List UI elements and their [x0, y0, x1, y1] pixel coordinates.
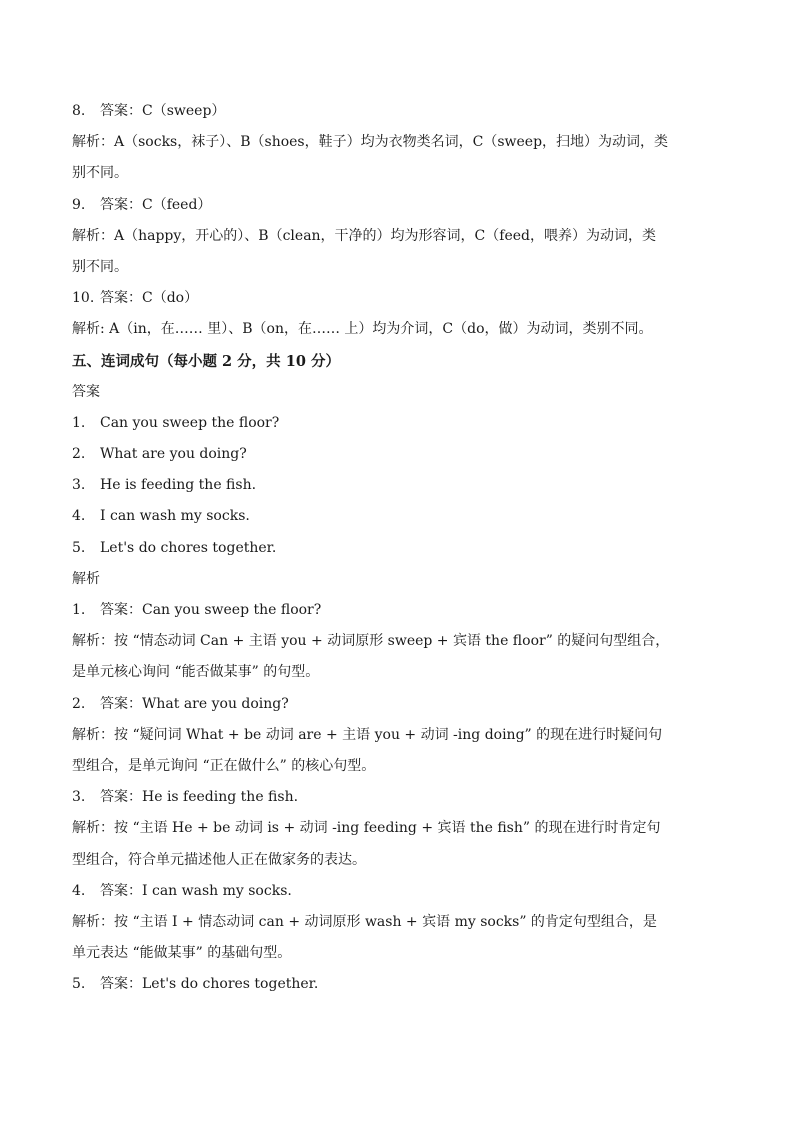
- item-number: 4.: [72, 882, 86, 899]
- item-text: 答案：What are you doing?: [100, 695, 289, 712]
- item-number: 5.: [72, 976, 86, 993]
- analysis-4-text: [72, 907, 732, 938]
- item-text: 答案：Let's do chores together.: [100, 976, 319, 993]
- item-text: 是单元核心询问 “能否做某事” 的句型。: [72, 664, 320, 681]
- question-9-analysis-cont: [72, 252, 732, 283]
- question-8-answer: [72, 96, 732, 127]
- item-number: 4.: [72, 508, 86, 525]
- item-text: 解析: A（in，在…… 里）、B（on，在…… 上）均为介词，C（do，做）为动词，类别不同。: [72, 321, 653, 338]
- item-text: Let's do chores together.: [100, 539, 277, 556]
- analysis-3-answer: [72, 782, 732, 813]
- item-number: 5.: [72, 539, 86, 556]
- item-number: 10.: [72, 290, 95, 307]
- item-number: 3.: [72, 477, 86, 494]
- item-text: 答案：C（do）: [100, 290, 199, 307]
- item-text: 解析：按 “情态动词 Can + 主语 you + 动词原形 sweep + 宾语 the floor” 的疑问句型组合，: [72, 633, 670, 650]
- analysis-label: 解析: [72, 570, 100, 587]
- question-9-answer: [72, 190, 732, 221]
- document-page: [72, 96, 732, 1000]
- analysis-3-text-cont: [72, 845, 732, 876]
- analysis-3-text: [72, 813, 732, 844]
- analysis-2-answer: [72, 689, 732, 720]
- item-text: 解析：A（socks，袜子）、B（shoes，鞋子）均为衣物类名词，C（sweep，扫地）为动词，类: [72, 134, 669, 151]
- answer-item-1: [72, 408, 732, 439]
- item-text: 别不同。: [72, 165, 128, 182]
- item-text: 解析：A（happy，开心的）、B（clean，干净的）均为形容词，C（feed，喂养）为动词，类: [72, 227, 656, 244]
- item-text: 别不同。: [72, 258, 128, 275]
- question-9-analysis: [72, 221, 732, 252]
- item-text: 解析：按 “主语 He + be 动词 is + 动词 -ing feeding + 宾语 the fish” 的现在进行时肯定句: [72, 820, 661, 837]
- analysis-4-text-cont: [72, 938, 732, 969]
- analysis-1-answer: [72, 595, 732, 626]
- item-text: 答案：C（feed）: [100, 196, 212, 213]
- analysis-2-text: [72, 720, 732, 751]
- item-text: I can wash my socks.: [100, 508, 250, 525]
- question-10-analysis: [72, 314, 732, 345]
- item-text: 答案：I can wash my socks.: [100, 882, 292, 899]
- item-number: 1.: [72, 414, 86, 431]
- item-text: 答案：C（sweep）: [100, 103, 226, 119]
- item-text: 型组合，符合单元描述他人正在做家务的表达。: [72, 851, 366, 868]
- item-number: 2.: [72, 695, 86, 712]
- analysis-5-answer: [72, 969, 732, 1000]
- item-text: 解析：按 “主语 I + 情态动词 can + 动词原形 wash + 宾语 my socks” 的肯定句型组合，是: [72, 913, 657, 930]
- item-number: 1.: [72, 602, 86, 618]
- question-8-analysis: [72, 127, 732, 158]
- item-text: 答案：He is feeding the fish.: [100, 789, 299, 806]
- item-text: Can you sweep the floor?: [100, 414, 280, 431]
- item-text: He is feeding the fish.: [100, 477, 257, 494]
- item-number: 2.: [72, 446, 86, 463]
- answer-item-3: [72, 470, 732, 501]
- item-text: 解析：按 “疑问词 What + be 动词 are + 主语 you + 动词 -ing doing” 的现在进行时疑问句: [72, 726, 663, 743]
- item-number: 9.: [72, 196, 86, 213]
- answer-item-4: [72, 501, 732, 532]
- item-text: 答案：Can you sweep the floor?: [100, 602, 322, 618]
- item-number: 3.: [72, 789, 86, 806]
- item-text: 型组合，是单元询问 “正在做什么” 的核心句型。: [72, 757, 376, 774]
- question-10-answer: [72, 283, 732, 314]
- question-8-analysis-cont: [72, 158, 732, 189]
- analysis-4-answer: [72, 876, 732, 907]
- analysis-1-text-cont: [72, 657, 732, 688]
- item-text: What are you doing?: [100, 446, 247, 463]
- analysis-2-text-cont: [72, 751, 732, 782]
- section-heading: 五、连词成句（每小题 2 分，共 10 分）: [72, 352, 340, 370]
- analysis-1-text: [72, 626, 732, 657]
- item-text: 单元表达 “能做某事” 的基础句型。: [72, 945, 292, 962]
- answer-item-5: [72, 533, 732, 564]
- item-number: 8.: [72, 103, 86, 119]
- answer-item-2: [72, 439, 732, 470]
- answer-label: 答案: [72, 383, 100, 400]
